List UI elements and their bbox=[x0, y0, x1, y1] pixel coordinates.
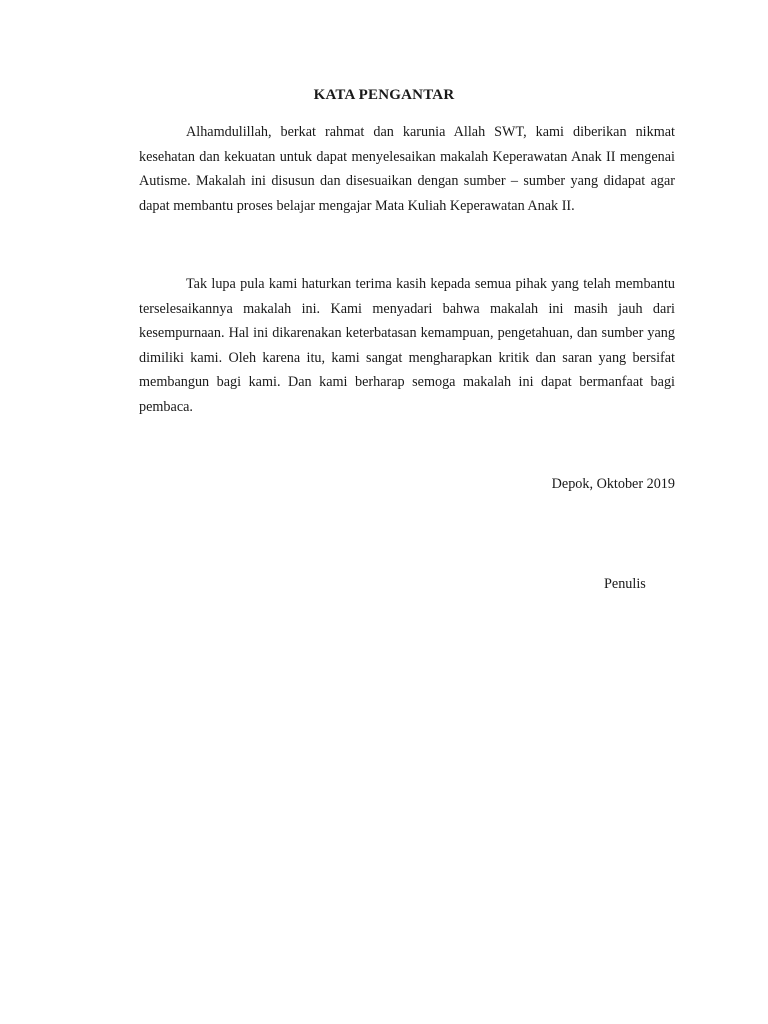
place-date: Depok, Oktober 2019 bbox=[551, 476, 675, 492]
paragraph-acknowledgement: Tak lupa pula kami haturkan terima kasih kepada semua pihak yang telah membantu terselesaikannya makalah ini. Kami menyadari bahwa makalah ini masih jauh dari kesempurnaan. Hal ini dikarenakan keterbatasan kemampuan, pengetahuan, dan sumber yang dimiliki kami. Oleh karena itu, kami sangat mengharapkan kritik dan saran yang bersifat membangun bagi kami. Dan kami berharap semoga makalah ini dapat bermanfaat bagi pembaca. bbox=[139, 276, 675, 415]
paragraph-opening: Alhamdulillah, berkat rahmat dan karunia Allah SWT, kami diberikan nikmat kesehatan dan kekuatan untuk dapat menyelesaikan makalah Keperawatan Anak II mengenai Autisme. Makalah ini disusun dan disesuaikan dengan sumber – sumber yang didapat agar dapat membantu proses belajar mengajar Mata Kuliah Keperawatan Anak II. bbox=[139, 124, 675, 214]
author-signature: Penulis bbox=[604, 576, 646, 592]
page-title: KATA PENGANTAR bbox=[313, 87, 455, 103]
